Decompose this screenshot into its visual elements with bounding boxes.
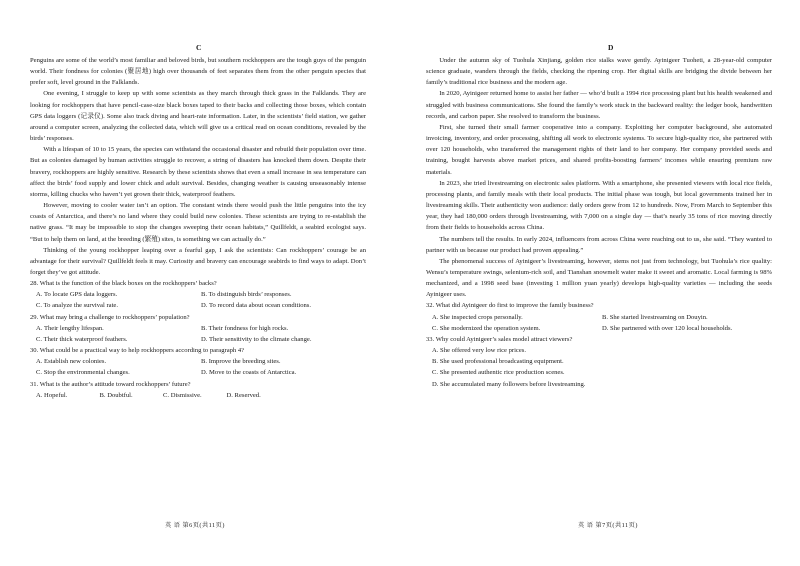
page-right [400,0,800,566]
option: B. To distinguish birds’ responses. [201,291,292,299]
paragraph: However, moving to cooler water isn’t an option. The constant winds there would push the little penguins into the icy coasts of Antarctica, and there’s no land where they could build new colonies. These scientists are trying to re-establish the native grass. “It may be impossible to stop the changes sweeping their ocean habitats,” Quillfeldt, a seabird ecologist says. “But to help them on land, at the breeding (繁殖) sites, is something we can actually do.” [30,202,366,243]
option: A. Establish new colonies. [36,358,107,366]
option: C. To analyze the survival rate. [36,302,118,310]
option: A. She inspected crops personally. [432,313,523,321]
question-options [30,323,366,345]
paragraph: Under the autumn sky of Tuohula Xinjiang, golden rice stalks wave gently. Ayinigeer Tuoheti, a 28-year-old computer science graduate, wanders through the fields, checking the ripening crop. Her digital skills are bridging the divide between her family’s traditional rice business and the modern age. [426,57,772,87]
option: C. Their thick waterproof feathers. [36,335,128,343]
paragraph: The numbers tell the results. In early 2024, influencers from across China were reaching out to us, she said. “They wanted to partner with us because our product had proven appealing.” [426,235,772,254]
page-footer: 英 语 第7页(共11页) [578,522,638,529]
question-stem: 30. What could be a practical way to help rockhoppers according to paragraph 4? [30,347,245,355]
passage-body [426,44,772,390]
option: D. Move to the coasts of Antarctica. [201,369,297,377]
option: A. Their lengthy lifespan. [36,324,104,332]
option: D. Their sensitivity to the climate change. [201,335,312,343]
question-stem: 32. What did Ayinigeer do first to improve the family business? [426,302,594,310]
option: A. To locate GPS data loggers. [36,291,118,299]
option: B. She started livestreaming on Douyin. [602,313,708,321]
question-stem: 29. What may bring a challenge to rockhoppers’ population? [30,313,190,321]
paragraph: The phenomenal success of Ayinigeer’s livestreaming, however, stems not just from technology, but Tuohula’s rice quality: Wensu’s temperature swings, selenium-rich soil, and Tianshan snowmelt water make it sweet and aromatic. Local farming is 98% mechanized, and a 1998 seed base (investing 1 million yuan yearly) develops high-quality varieties — including the seeds Ayinigeer uses. [426,257,772,299]
paragraph: With a lifespan of 10 to 15 years, the species can withstand the occasional disaster and rebuild their population over time. But as colonies damaged by human activities struggle to recover, a string of disasters has knocked them down. Despite their bravery, rockhoppers are highly sensitive. Research by these scientists shows that even a small increase in sea temperature can affect the birds’ food supply and lower chick and adult survival. Besides, changing weather is causing unseasonably intense storms, killing chucks who haven’t yet grown their thick, waterproof feathers. [30,146,366,198]
passage-header: C [196,43,202,52]
option: C. She presented authentic rice production scenes. [432,369,565,377]
question-options [426,312,772,334]
question-stem: 28. What is the function of the black boxes on the rockhoppers’ backs? [30,280,217,288]
paragraph: Thinking of the young rockhopper leaping over a fearful gap, I ask the scientists: Can rockhoppers’ courage be an advantage for their survival? Quillfeldt feels it may. Curiosity and bravery can encourage seabirds to find ways to adapt. Don’t forget they’ve got attitude. [30,246,366,276]
option: A. She offered very low rice prices. [432,347,526,355]
option: D. To record data about ocean conditions. [201,302,312,310]
paragraph: In 2023, she tried livestreaming on electronic sales platform. With a smartphone, she presented viewers with local rice fields, processing plants, and family meals with their local products. The initial phase was tough, but local governments trained her in livestreaming skills. Their authenticity won audience: daily orders grew from 12 to hundreds. Now, From March to September this year, they had 180,000 orders through livestreaming, with 7,000 on a single day — that’s nearly 35 tons of rice moving directly from their fields to households across China. [426,179,772,232]
paragraph: In 2020, Ayinigeer returned home to assist her father — who’d built a 1994 rice processing plant but his health weakened and struggled with business communications. She found the family’s work stuck in the backward reality: the ledger book, handwritten records, and carbon paper. She resolved to transform the business. [426,90,772,120]
option: B. She used professional broadcasting equipment. [432,358,564,366]
question-stem: 31. What is the author’s attitude toward rockhoppers’ future? [30,380,191,388]
option: B. Doubtful. [99,391,133,399]
question-stem: 33. Why could Ayinigeer’s sales model attract viewers? [426,335,573,343]
option: C. Dismissive. [163,391,202,399]
option: B. Their fondness for high rocks. [201,324,289,332]
question-options [30,356,366,378]
option: D. She accumulated many followers before livestreaming. [432,380,586,388]
passage-body [30,44,366,401]
option: C. Stop the environmental changes. [36,369,130,377]
question-options [30,390,290,401]
option: A. Hopeful. [36,391,68,399]
paragraph: First, she turned their small farmer cooperative into a company. Exploiting her computer background, she automated invoicing, inventory, and order processing, shifting all work to electronic systems. To secure high-quality rice, she partnered with over 120 households, who transferred the management rights of their land to her company. Her company provided seeds and training, bought harvests above market prices, and shared profits-boosting farmers’ incomes while ensuring premium raw materials. [426,123,772,176]
option: D. She partnered with over 120 local households. [602,324,733,332]
option: C. She modernized the operation system. [432,324,541,332]
option: B. Improve the breeding sites. [201,358,281,366]
question-options [30,289,366,311]
passage-header: D [608,43,614,52]
paragraph: One evening, I struggle to keep up with some scientists as they march through thick grass in the Falklands. They are looking for rockhoppers that have pencil-case-size black boxes taped to their backs and collecting those boxes, which contain GPS data loggers (记录仪). Some also track diving and heart-rate information. Later, in the scientists’ field station, we gather around a computer screen, analyzing the collected data, which will give us a critical read on ocean conditions, revealed by the birds’ responses. [30,90,366,143]
question-options [426,345,772,390]
option: D. Reserved. [226,391,261,399]
paragraph: Penguins are some of the world’s most familiar and beloved birds, but southern rockhoppers are the tough guys of the penguin world. Their fondness for colonies (聚居地) high over thousands of feet separates them from the other penguin species that prefer soft, level ground in the Falklands. [30,57,366,87]
page-footer: 英 语 第6页(共11页) [165,522,225,529]
